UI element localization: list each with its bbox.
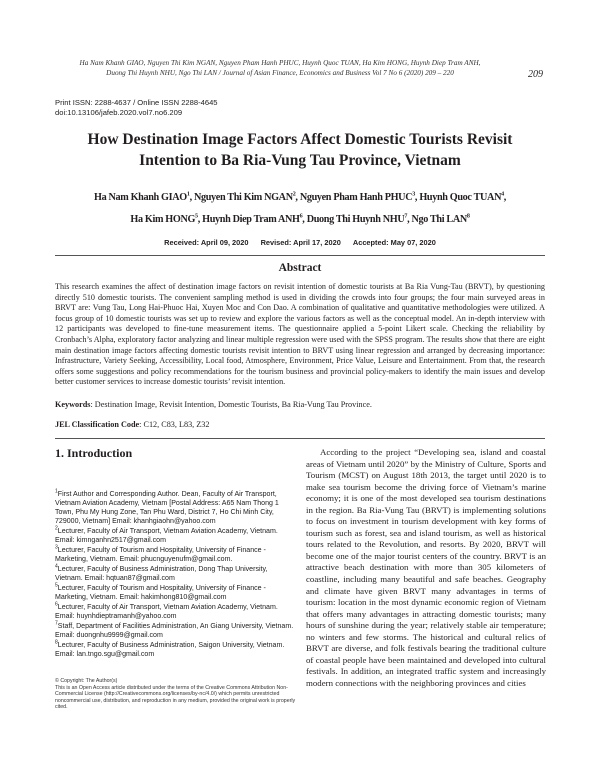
author-line-1 — [40, 187, 560, 209]
author-list — [40, 187, 560, 231]
keywords-text: : Destination Image, Revisit Intention, Domestic Tourists, Ba Ria-Vung Tau Province. — [90, 400, 372, 409]
jel-codes — [55, 420, 545, 429]
author: Nguyen Pham Hanh PHUC$^3$, — [299, 191, 418, 203]
keywords — [55, 400, 545, 409]
abstract-heading: Abstract — [278, 262, 322, 274]
jel-label: JEL Classification Code — [55, 420, 140, 429]
copyright-notice — [55, 678, 297, 711]
author: Ha Kim HONG$^5$, — [130, 213, 200, 225]
footnote: $^7$Staff, Department of Facilities Administration, An Giang University, Vietnam. Email: duongnhu9999@gmail.com — [55, 620, 294, 639]
running-head — [60, 58, 500, 78]
copyright-line: © Copyright: The Author(s) — [55, 678, 118, 684]
revised-date: Revised: April 17, 2020 — [260, 238, 341, 247]
license-text: This is an Open Access article distributed under the terms of the Creative Commons Attribution Non-Commercial License (http://Creativecommons.org/licenses/by-nc/4.0/) which permits unrestricted noncommercial use, distribution, and reproduction in any medium, provided the original work is properly cited. — [55, 684, 296, 711]
accepted-date: Accepted: May 07, 2020 — [352, 238, 436, 247]
footnote: $^3$Lecturer, Faculty of Tourism and Hospitality, University of Finance - Marketing, Vietnam. Email: phucnguyenufm@gmail.com. — [55, 544, 266, 563]
paper-title — [40, 129, 560, 171]
footnotes — [55, 490, 297, 660]
abstract-body: This research examines the affect of destination image factors on revisit intention of domestic tourists at Ba Ria Vung-Tau (BRVT), by questioning directly 510 domestic tourists. The convenient sampling method is used in dividing the crowds into four groups; the four main surveyed areas in BRVT are: Vung Tau, Long Hai-Phuoc Hai, Xuyen Moc and Con Dao. A combination of qualitative and quantitative methodologies were utilized. A focus group of 10 domestic tourists was set up to review and explore the various factors as well as the conceptual model. An in-depth interview with 12 participants was developed to fine-tune measurement items. The questionnaire applied a 5-point Likert scale. Checking the reliability by Cronbach’s Alpha, exploratory factor analyzing and linear multiple regression were used with the SPSS program. The results show that there are eight main destination image factors affecting domestic tourists revisit intention to BRVT using linear regression and arranged by decreasing importance: Infrastructure, Variety Seeking, Accessibility, Local food, Atmosphere, Environment, Price Value, Leisure and Entertainment. From that, the research offers some suggestions and policy recommendations for the tourism business and provincial policy-makers to identify the main issues and develop better customer services to increase domestic tourists’ revisit intention. — [55, 282, 545, 387]
jel-text: : C12, C83, L83, Z32 — [139, 420, 210, 429]
page-number: 209 — [528, 69, 543, 80]
divider-top — [55, 255, 545, 256]
doi-line[interactable]: doi:10.13106/jafeb.2020.vol7.no6.209 — [55, 108, 183, 117]
footnote: $^6$Lecturer, Faculty of Air Transport, Vietnam Aviation Academy, Vietnam. Email: huynhdieptramanh@yahoo.com — [55, 601, 278, 620]
author: Ha Nam Khanh GIAO$^1$, — [94, 191, 192, 203]
footnote: $^2$Lecturer, Faculty of Air Transport, Vietnam Aviation Academy, Vietnam. Email: kimnganhn2517@gmail.com — [55, 525, 278, 544]
footnote: $^4$Lecturer, Faculty of Business Administration, Dong Thap University, Vietnam. Email: hqtuan87@gmail.com — [55, 563, 268, 582]
keywords-label: Keywords — [55, 400, 91, 409]
footnote: $^8$Lecturer, Faculty of Business Administration, Saigon University, Vietnam. Email: lan.tngo.sgu@gmail.com — [55, 639, 285, 658]
author: Nguyen Thi Kim NGAN$^2$, — [193, 191, 298, 203]
submission-dates — [40, 238, 560, 247]
issn-block — [55, 98, 218, 118]
paper-title-line-2: Intention to Ba Ria-Vung Tau Province, Vietnam — [139, 152, 461, 169]
introduction-paragraph: According to the project “Developing sea, island and coastal areas of Vietnam until 2020” by the Ministry of Culture, Sports and Tourism (MCST) on August 18th 2013, the target until 2020 is to make sea tourism become the driving force of Vietnam’s marine economy; it is one of the most developed sea tourism destinations in the region. Ba Ria-Vung Tau (BRVT) is implementing solutions to focus on investment in tourism development with key forms of tourism such as forest, sea and island tourism, as well as historical tours related to the Revolution, and resorts. By 2020, BRVT will become one of the major tourist centers of the country. BRVT is an attractive beach destination with more than 305 kilometers of coastline, including many beautiful and safe beaches. Geography and climate have given BRVT many advantages in terms of tourism: location in the most dynamic economic region of Vietnam that offers many advantages in attracting domestic tourists; many hours of sunshine during the year; relatively stable air temperature; no winters and few storms. The historical and cultural relics of BRVT are diverse, and folk festivals bearing the traditional culture of coastal people have been maintained and developed into cultural festivals. In addition, an integrated traffic system and increasingly modern connections with the neighboring provinces and cities — [306, 447, 546, 688]
paper-title-line-1: How Destination Image Factors Affect Domestic Tourists Revisit — [87, 131, 513, 148]
divider-bottom — [55, 438, 545, 439]
running-head-line-2: Duong Thi Huynh NHU, Ngo Thi LAN / Journal of Asian Finance, Economics and Business Vol 7 No 6 (2020) 209 – 220 — [106, 69, 454, 77]
running-head-line-1: Ha Nam Khanh GIAO, Nguyen Thi Kim NGAN, Nguyen Pham Hanh PHUC, Huynh Quoc TUAN, Ha Kim HONG, Huynh Diep Tram ANH, — [79, 59, 481, 67]
author: Huynh Diep Tram ANH$^6$, — [202, 213, 305, 225]
author: Huynh Quoc TUAN$^4$, — [419, 191, 506, 203]
author-line-2 — [40, 209, 560, 231]
footnote: $^5$Lecturer, Faculty of Tourism and Hospitality, University of Finance - Marketing, Vietnam. Email: hakimhong810@gmail.com — [55, 582, 266, 601]
footnote: $^1$First Author and Corresponding Author. Dean, Faculty of Air Transport, Vietnam Aviation Academy, Vietnam [Postal Address: A65 Nam Thong 1 Town, Phu My Hung Zone, Tan Phu Ward, District 7, Ho Chi Minh City, 729000, Vietnam] Email: khanhgiaohn@yahoo.com — [55, 488, 279, 525]
author: Duong Thi Huynh NHU$^7$, — [306, 213, 410, 225]
received-date: Received: April 09, 2020 — [164, 238, 249, 247]
section-heading-introduction: 1. Introduction — [55, 446, 133, 460]
author: Ngo Thi LAN$^8$ — [411, 213, 470, 225]
issn-line: Print ISSN: 2288-4637 / Online ISSN 2288-4645 — [55, 98, 218, 107]
